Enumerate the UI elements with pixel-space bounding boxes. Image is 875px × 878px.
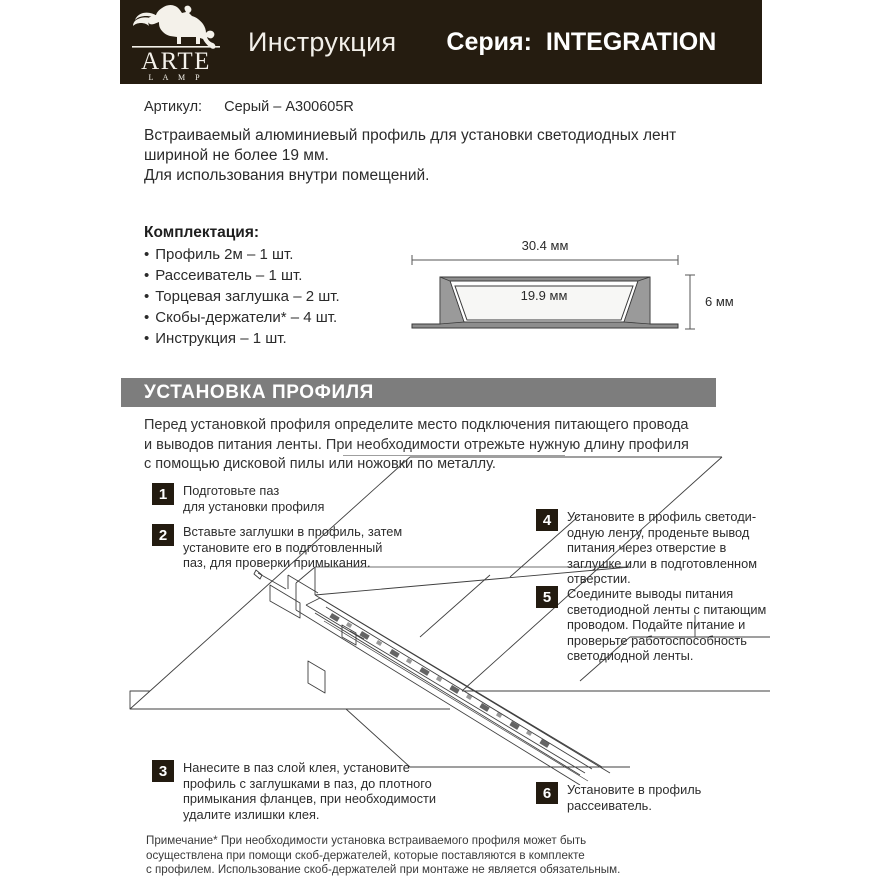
product-description bbox=[144, 126, 724, 186]
list-item: • Торцевая заглушка – 2 шт. bbox=[144, 286, 340, 307]
footnote-line-1: Примечание* При необходимости установка встраиваемого профиля может быть bbox=[146, 834, 587, 847]
step-3-line-1: Нанесите в паз слой клея, установите bbox=[183, 760, 410, 775]
article-value: Серый – A300605R bbox=[224, 99, 354, 115]
footnote-line-2: осуществлена при помощи скоб-держателей, которые поставляются в комплекте bbox=[146, 848, 585, 862]
winged-lion-logo-icon bbox=[126, 4, 230, 82]
step-5-line-2: светодиодной ленты с питающим bbox=[567, 601, 767, 617]
logo-brand-top: ARTE bbox=[141, 48, 211, 75]
list-item: • Профиль 2м – 1 шт. bbox=[144, 244, 340, 265]
step-3-line-4: удалите излишки клея. bbox=[183, 806, 320, 822]
step-5-line-4: проверьте работоспособность bbox=[567, 632, 747, 648]
step-3 bbox=[152, 760, 436, 822]
step-1-line-1: Подготовьте паз bbox=[183, 483, 280, 498]
step-5-line-5: светодиодной ленты. bbox=[567, 648, 694, 664]
step-1-text bbox=[183, 483, 324, 514]
step-4-line-3: питания через отверстие в bbox=[567, 540, 727, 556]
list-item: • Рассеиватель – 1 шт. bbox=[144, 265, 340, 286]
step-4-line-1: Установите в профиль светоди- bbox=[567, 509, 757, 524]
step-6-line-2: рассеиватель. bbox=[567, 797, 652, 813]
package-contents bbox=[144, 224, 340, 349]
step-4-number: 4 bbox=[536, 509, 558, 531]
step-5 bbox=[536, 586, 766, 664]
cross-section-svg bbox=[410, 236, 740, 351]
list-item: • Инструкция – 1 шт. bbox=[144, 328, 340, 349]
step-6-line-1: Установите в профиль bbox=[567, 782, 702, 797]
arte-lamp-logo bbox=[126, 0, 230, 84]
dimension-inner-label: 19.9 мм bbox=[520, 288, 568, 303]
step-4-line-4: заглушке или в подготовленном bbox=[567, 555, 758, 571]
series-label: Серия: bbox=[446, 27, 532, 56]
footnote bbox=[146, 834, 756, 878]
step-3-text bbox=[183, 760, 436, 822]
logo-brand-bottom: L A M P bbox=[148, 73, 204, 82]
step-2-line-3: паз, для проверки примыкания. bbox=[183, 555, 371, 571]
step-1 bbox=[152, 483, 324, 514]
step-3-number: 3 bbox=[152, 760, 174, 782]
step-2-number: 2 bbox=[152, 524, 174, 546]
article-line bbox=[144, 99, 354, 115]
description-line-3: Для использования внутри помещений. bbox=[144, 167, 430, 184]
step-1-number: 1 bbox=[152, 483, 174, 505]
step-6 bbox=[536, 782, 701, 813]
package-contents-list bbox=[144, 244, 340, 349]
section-band-installation bbox=[121, 378, 716, 407]
dimension-height-label: 6 мм bbox=[705, 294, 734, 309]
package-contents-title: Комплектация: bbox=[144, 224, 260, 241]
step-3-line-3: примыкания фланцев, при необходимости bbox=[183, 791, 436, 807]
series-value: INTEGRATION bbox=[545, 27, 717, 56]
article-label: Артикул: bbox=[144, 99, 203, 115]
description-line-2: шириной не более 19 мм. bbox=[144, 147, 329, 164]
step-5-line-3: проводом. Подайте питание и bbox=[567, 617, 746, 633]
installation-intro-line-3: с помощью дисковой пилы или ножовки по металлу. bbox=[144, 456, 496, 472]
step-5-line-1: Соедините выводы питания bbox=[567, 586, 734, 601]
page-title: Инструкция bbox=[248, 26, 397, 57]
step-4-line-5: отверстии. bbox=[567, 571, 631, 587]
series-group bbox=[446, 28, 716, 57]
dimension-width-label: 30.4 мм bbox=[521, 238, 569, 253]
step-5-number: 5 bbox=[536, 586, 558, 608]
step-1-line-2: для установки профиля bbox=[183, 498, 325, 514]
step-3-line-2: профиль с заглушками в паз, до плотного bbox=[183, 775, 432, 791]
step-4-text bbox=[567, 509, 757, 587]
step-2-line-2: установите его в подготовленный bbox=[183, 539, 383, 555]
step-6-number: 6 bbox=[536, 782, 558, 804]
header-bar bbox=[120, 0, 762, 84]
list-item: • Скобы-держатели* – 4 шт. bbox=[144, 307, 340, 328]
step-2-text bbox=[183, 524, 402, 571]
step-4-line-2: одную ленту, проденьте вывод bbox=[567, 524, 750, 540]
installation-intro-line-1: Перед установкой профиля определите место подключения питающего провода bbox=[144, 417, 689, 433]
step-2-line-1: Вставьте заглушки в профиль, затем bbox=[183, 524, 403, 539]
description-line-1: Встраиваемый алюминиевый профиль для установки светодиодных лент bbox=[144, 127, 677, 144]
footnote-line-3: с профилем. Использование скоб-держателей при монтаже не является обязательным. bbox=[146, 863, 621, 877]
step-2 bbox=[152, 524, 402, 571]
step-6-text bbox=[567, 782, 701, 813]
profile-cross-section-drawing bbox=[410, 236, 740, 351]
step-5-text bbox=[567, 586, 766, 664]
step-4 bbox=[536, 509, 757, 587]
section-band-title: УСТАНОВКА ПРОФИЛЯ bbox=[144, 381, 374, 403]
installation-intro-line-2: и выводов питания ленты. При необходимости отрежьте нужную длину профиля bbox=[144, 436, 689, 453]
